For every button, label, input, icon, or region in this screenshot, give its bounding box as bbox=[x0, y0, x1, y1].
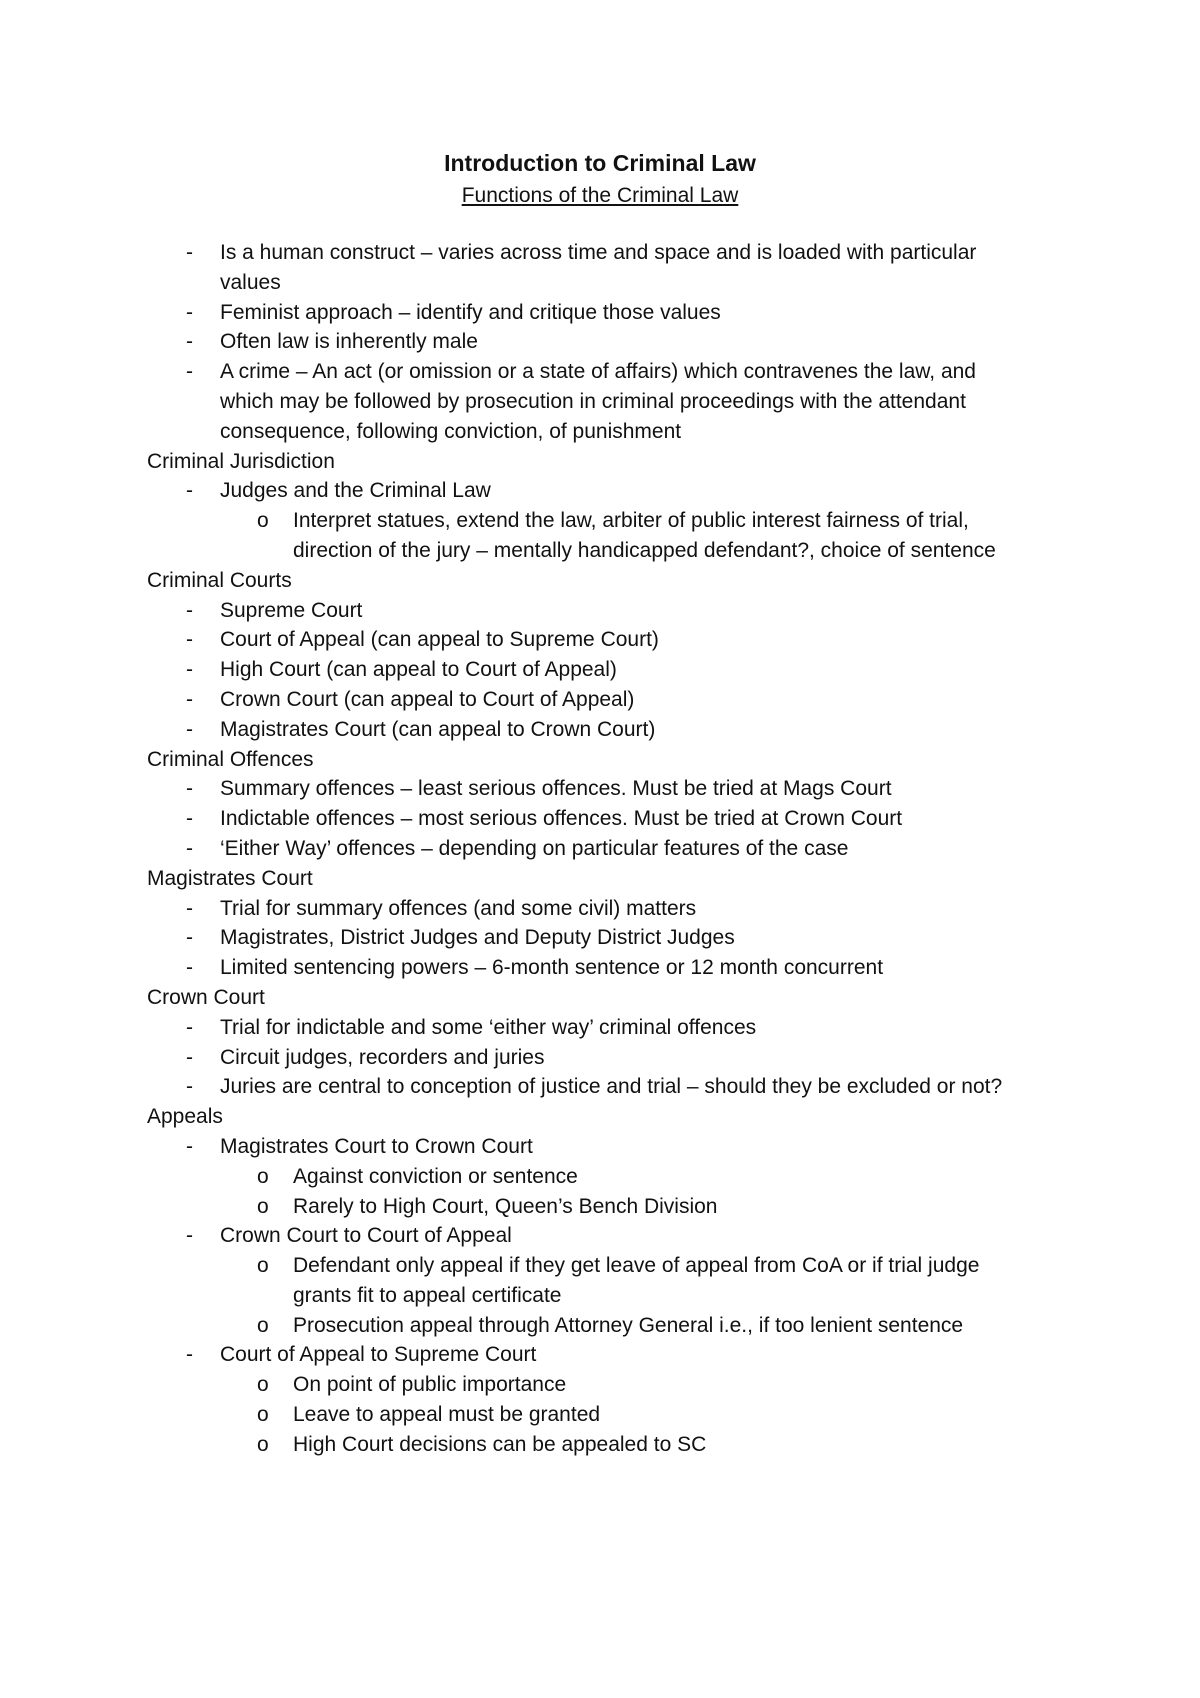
bullet-item bbox=[147, 327, 1087, 357]
line-text: Judges and the Criminal Law bbox=[220, 479, 491, 503]
section-heading bbox=[147, 864, 1087, 894]
circle-bullet-icon: o bbox=[257, 1432, 269, 1456]
dash-bullet-icon: - bbox=[186, 956, 193, 980]
circle-bullet-icon: o bbox=[257, 1254, 269, 1278]
sub-bullet-item bbox=[147, 506, 1087, 536]
line-text: Magistrates Court (can appeal to Crown Court) bbox=[220, 717, 656, 741]
sub-bullet-item bbox=[147, 1311, 1087, 1341]
dash-bullet-icon: - bbox=[186, 360, 193, 384]
dash-bullet-icon: - bbox=[186, 479, 193, 503]
line-text: A crime – An act (or omission or a state of affairs) which contravenes the law, and bbox=[220, 360, 976, 384]
dash-bullet-icon: - bbox=[186, 658, 193, 682]
line-text: Court of Appeal (can appeal to Supreme Court) bbox=[220, 628, 659, 652]
sub-bullet-item bbox=[147, 1192, 1087, 1222]
dash-bullet-icon: - bbox=[186, 300, 193, 324]
bullet-item bbox=[147, 1043, 1087, 1073]
bullet-item bbox=[147, 715, 1087, 745]
dash-bullet-icon: - bbox=[186, 1134, 193, 1158]
dash-bullet-icon: - bbox=[186, 1075, 193, 1099]
dash-bullet-icon: - bbox=[186, 896, 193, 920]
bullet-item bbox=[147, 1221, 1087, 1251]
bullet-item bbox=[147, 625, 1087, 655]
bullet-item bbox=[147, 923, 1087, 953]
line-text: On point of public importance bbox=[293, 1373, 567, 1397]
dash-bullet-icon: - bbox=[186, 1015, 193, 1039]
line-text: Interpret statues, extend the law, arbiter of public interest fairness of trial, bbox=[293, 509, 969, 533]
dash-bullet-icon: - bbox=[186, 836, 193, 860]
line-text: Often law is inherently male bbox=[220, 330, 478, 354]
title-block bbox=[0, 146, 1200, 212]
line-text: Magistrates, District Judges and Deputy District Judges bbox=[220, 926, 735, 950]
bullet-item bbox=[147, 1132, 1087, 1162]
line-text: grants fit to appeal certificate bbox=[293, 1283, 562, 1307]
sub-bullet-item bbox=[147, 1251, 1087, 1281]
line-text: Appeals bbox=[147, 1105, 223, 1129]
bullet-item bbox=[147, 1072, 1087, 1102]
document-body bbox=[147, 238, 1087, 1460]
circle-bullet-icon: o bbox=[257, 1313, 269, 1337]
document-subtitle: Functions of the Criminal Law bbox=[461, 184, 739, 207]
line-text: values bbox=[220, 270, 281, 294]
line-text: Crown Court bbox=[147, 985, 265, 1009]
dash-bullet-icon: - bbox=[186, 628, 193, 652]
line-text: Magistrates Court to Crown Court bbox=[220, 1134, 533, 1158]
document-title: Introduction to Criminal Law bbox=[444, 150, 756, 176]
sub-bullet-continuation bbox=[147, 1281, 1087, 1311]
bullet-item bbox=[147, 834, 1087, 864]
bullet-continuation bbox=[147, 268, 1087, 298]
sub-bullet-item bbox=[147, 1400, 1087, 1430]
circle-bullet-icon: o bbox=[257, 1194, 269, 1218]
line-text: Trial for indictable and some ‘either way’ criminal offences bbox=[220, 1015, 757, 1039]
dash-bullet-icon: - bbox=[186, 926, 193, 950]
line-text: Crown Court (can appeal to Court of Appeal) bbox=[220, 687, 635, 711]
sub-bullet-continuation bbox=[147, 536, 1087, 566]
line-text: High Court (can appeal to Court of Appeal) bbox=[220, 658, 617, 682]
bullet-item bbox=[147, 596, 1087, 626]
line-text: Trial for summary offences (and some civil) matters bbox=[220, 896, 697, 920]
dash-bullet-icon: - bbox=[186, 777, 193, 801]
line-text: ‘Either Way’ offences – depending on particular features of the case bbox=[220, 836, 849, 860]
bullet-item bbox=[147, 1013, 1087, 1043]
section-heading bbox=[147, 745, 1087, 775]
section-heading bbox=[147, 566, 1087, 596]
line-text: Supreme Court bbox=[220, 598, 363, 622]
line-text: Crown Court to Court of Appeal bbox=[220, 1224, 512, 1248]
bullet-item bbox=[147, 804, 1087, 834]
dash-bullet-icon: - bbox=[186, 330, 193, 354]
section-heading bbox=[147, 447, 1087, 477]
line-text: direction of the jury – mentally handicapped defendant?, choice of sentence bbox=[293, 538, 996, 562]
line-text: Indictable offences – most serious offences. Must be tried at Crown Court bbox=[220, 807, 903, 831]
bullet-item bbox=[147, 298, 1087, 328]
line-text: Criminal Jurisdiction bbox=[147, 449, 335, 473]
dash-bullet-icon: - bbox=[186, 1343, 193, 1367]
dash-bullet-icon: - bbox=[186, 807, 193, 831]
section-heading bbox=[147, 1102, 1087, 1132]
circle-bullet-icon: o bbox=[257, 1373, 269, 1397]
bullet-item bbox=[147, 655, 1087, 685]
bullet-item bbox=[147, 774, 1087, 804]
sub-bullet-item bbox=[147, 1162, 1087, 1192]
line-text: Juries are central to conception of justice and trial – should they be excluded or not? bbox=[220, 1075, 1003, 1099]
line-text: which may be followed by prosecution in criminal proceedings with the attendant bbox=[220, 389, 966, 413]
line-text: High Court decisions can be appealed to SC bbox=[293, 1432, 707, 1456]
bullet-continuation bbox=[147, 417, 1087, 447]
bullet-item bbox=[147, 685, 1087, 715]
bullet-item bbox=[147, 953, 1087, 983]
line-text: Leave to appeal must be granted bbox=[293, 1403, 601, 1427]
dash-bullet-icon: - bbox=[186, 687, 193, 711]
line-text: Criminal Courts bbox=[147, 568, 292, 592]
line-text: consequence, following conviction, of punishment bbox=[220, 419, 682, 443]
line-text: Against conviction or sentence bbox=[293, 1164, 578, 1188]
bullet-item bbox=[147, 476, 1087, 506]
line-text: Is a human construct – varies across time and space and is loaded with particular bbox=[220, 241, 977, 264]
section-heading bbox=[147, 983, 1087, 1013]
circle-bullet-icon: o bbox=[257, 1403, 269, 1427]
line-text: Magistrates Court bbox=[147, 866, 313, 890]
line-text: Summary offences – least serious offences. Must be tried at Mags Court bbox=[220, 777, 892, 801]
line-text: Defendant only appeal if they get leave of appeal from CoA or if trial judge bbox=[293, 1254, 980, 1278]
dash-bullet-icon: - bbox=[186, 1045, 193, 1069]
circle-bullet-icon: o bbox=[257, 1164, 269, 1188]
bullet-item bbox=[147, 357, 1087, 387]
sub-bullet-item bbox=[147, 1370, 1087, 1400]
dash-bullet-icon: - bbox=[186, 1224, 193, 1248]
line-text: Criminal Offences bbox=[147, 747, 314, 771]
line-text: Court of Appeal to Supreme Court bbox=[220, 1343, 537, 1367]
circle-bullet-icon: o bbox=[257, 509, 269, 533]
bullet-item bbox=[147, 238, 1087, 268]
bullet-item bbox=[147, 894, 1087, 924]
line-text: Rarely to High Court, Queen’s Bench Division bbox=[293, 1194, 718, 1218]
sub-bullet-item bbox=[147, 1430, 1087, 1460]
line-text: Circuit judges, recorders and juries bbox=[220, 1045, 545, 1069]
bullet-item bbox=[147, 1340, 1087, 1370]
dash-bullet-icon: - bbox=[186, 717, 193, 741]
dash-bullet-icon: - bbox=[186, 598, 193, 622]
line-text: Feminist approach – identify and critique those values bbox=[220, 300, 721, 324]
dash-bullet-icon: - bbox=[186, 241, 193, 264]
line-text: Limited sentencing powers – 6-month sentence or 12 month concurrent bbox=[220, 956, 884, 980]
bullet-continuation bbox=[147, 387, 1087, 417]
line-text: Prosecution appeal through Attorney General i.e., if too lenient sentence bbox=[293, 1313, 964, 1337]
